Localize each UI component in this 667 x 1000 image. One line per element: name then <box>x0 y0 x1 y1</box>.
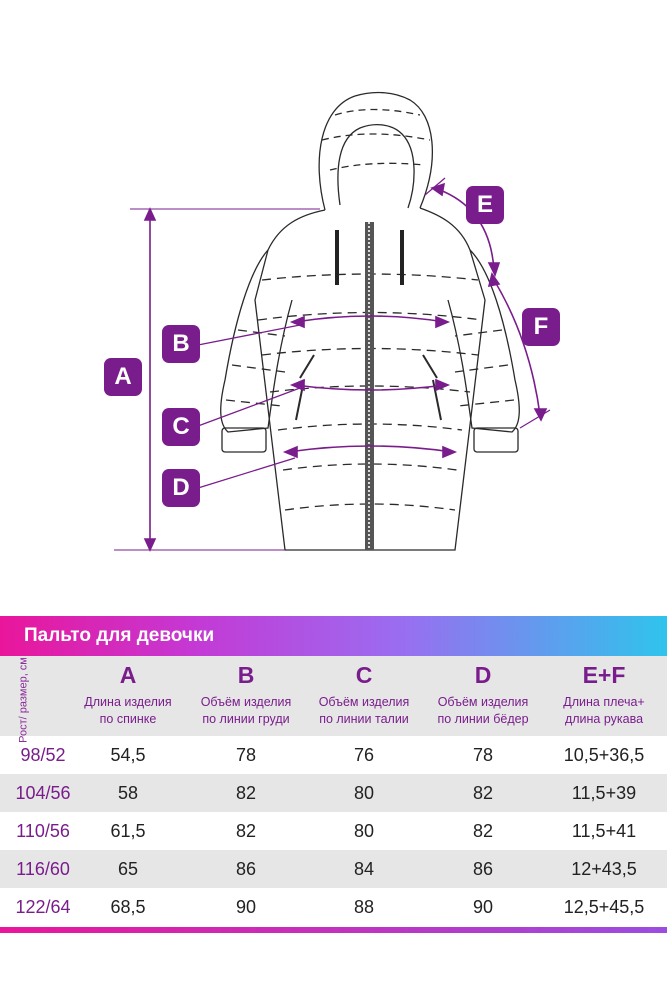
column-header-a: A Длина изделия по спинке <box>84 662 172 726</box>
table-row: 98/52 54,5 78 76 78 10,5+36,5 <box>20 745 645 765</box>
column-header-c: C Объём изделия по линии талии <box>318 662 410 726</box>
label-b: B <box>162 325 200 363</box>
table-row: 116/60 65 86 84 86 12+43,5 <box>0 850 667 888</box>
title-banner <box>0 616 667 656</box>
label-e: E <box>466 186 504 224</box>
label-a: A <box>104 358 142 396</box>
table-row: 104/56 58 82 80 82 11,5+39 <box>0 774 667 812</box>
label-c: C <box>162 408 200 446</box>
label-d: D <box>162 469 200 507</box>
page-title: Пальто для девочки <box>24 625 215 646</box>
table-row: 122/64 68,5 90 88 90 12,5+45,5 <box>15 897 645 917</box>
column-header-d: D Объём изделия по линии бёдер <box>437 662 529 726</box>
label-f: F <box>522 308 560 346</box>
bottom-divider <box>0 927 667 933</box>
column-header-ef: E+F Длина плеча+ длина рукава <box>563 662 645 726</box>
table-row: 110/56 61,5 82 80 82 11,5+41 <box>16 821 637 841</box>
size-column-header: Рост/ размер, см <box>17 657 30 743</box>
column-header-b: B Объём изделия по линии груди <box>200 662 292 726</box>
table-header <box>0 656 667 743</box>
